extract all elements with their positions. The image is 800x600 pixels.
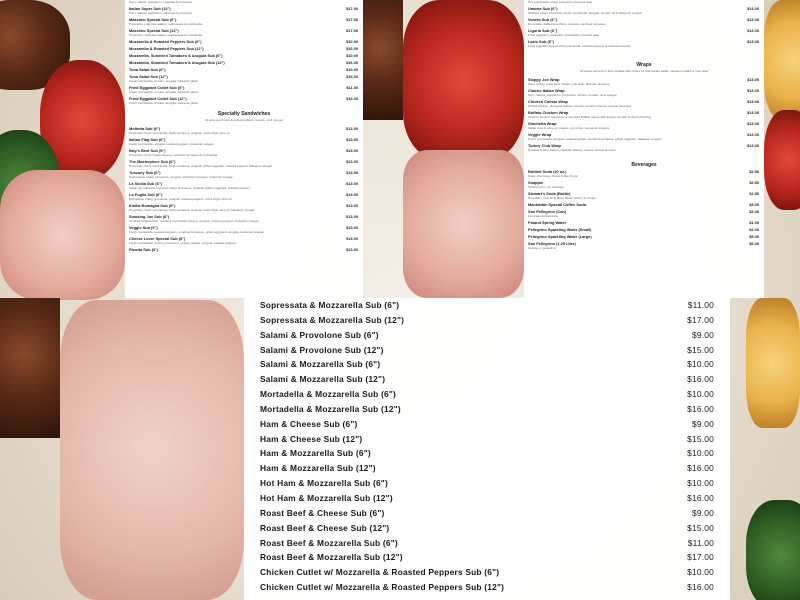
menu-item <box>524 202 764 207</box>
menu-item-description: Fresh mozzarella, roasted peppers, sundried tomatoes, grilled eggplant, arugula, balsamic vinegar <box>129 230 264 234</box>
menu-item-name: Lazio Sub (6") <box>528 39 555 44</box>
menu-item-name: Sloppy Joe Wrap <box>528 77 560 82</box>
menu-item-name: La Puglia Sub (6") <box>129 192 163 197</box>
menu-item-price: $15.00 <box>687 522 714 533</box>
menu-item-name: Stewart's Soda (Bottle) <box>528 191 571 196</box>
menu-item <box>524 191 764 200</box>
menu-item <box>125 192 363 201</box>
menu-item-price: $16.00 <box>687 582 714 593</box>
menu-item-price: $16.00 <box>687 492 714 503</box>
cheese-photo <box>764 0 800 120</box>
menu-item-price: $13.00 <box>346 159 358 164</box>
menu-item <box>125 46 363 51</box>
menu-item-price: $10.00 <box>687 567 714 578</box>
meat-photo-bottom <box>60 300 244 600</box>
menu-item-price: $17.00 <box>346 28 358 33</box>
menu-item-name: Salami & Provolone Sub (12") <box>260 344 384 355</box>
menu-item-name: Turkey Club Wrap <box>528 143 561 148</box>
menu-item-description: Fresh mozzarella, tomato, arugula, balsamic glaze <box>129 90 199 94</box>
menu-item-price: $2.00 <box>749 209 759 214</box>
menu-item-price: $10.00 <box>687 359 714 370</box>
menu-item-row <box>260 446 714 461</box>
menu-item <box>524 39 764 48</box>
menu-item-name: Chicken Cutlet w/ Mozzarella & Roasted Peppers Sub (6") <box>260 567 500 578</box>
menu-item <box>125 96 363 105</box>
menu-item-description: Root Beer, Diet Root Beer, Black Cherry & Cream <box>528 196 597 200</box>
menu-item-name: San Pellegrino (Can) <box>528 209 567 214</box>
menu-item <box>524 234 764 239</box>
menu-item-name: Roast Beef & Cheese Sub (12") <box>260 522 390 533</box>
menu-item-row <box>528 220 759 225</box>
menu-item <box>524 28 764 37</box>
menu-item-description: Limonata & Aranciata <box>528 214 558 218</box>
menu-item-description: Fresh mozzarella, tomato, arugula, balsamic glaze <box>129 101 199 105</box>
menu-item-name: Ham & Cheese Sub (12") <box>260 433 363 444</box>
menu-item-price: $13.00 <box>747 77 759 82</box>
menu-item-name: Veggie Sub (6") <box>129 225 158 230</box>
menu-item-description: Ham, salami, pepperoni, capicola & provolone <box>129 0 193 4</box>
menu-item-name: La Sicilia Sub (6") <box>129 181 162 186</box>
menu-item-price: $2.50 <box>749 169 759 174</box>
menu-item-name: Emilia Romagna Sub (6") <box>129 203 176 208</box>
menu-item-price: $17.00 <box>687 552 714 563</box>
menu-item-description: Orange or grapefruit <box>528 246 556 250</box>
menu-item-name: Mozzarella & Roasted Peppers Sub (6") <box>129 39 202 44</box>
menu-item <box>125 203 363 212</box>
menu-item-description: Prosciutto, fresh mozzarella, fresh tomatoes, arugula, extra virgin olive oil <box>129 131 230 135</box>
menu-item-description: Roasted turkey, bacon, cheddar cheese, lettuce, tomato & mayo <box>528 148 616 152</box>
menu-item-description: Prosciutto, fresh mozzarella, fresh tomatoes, arugula, grilled eggplant, roasted peppers balsamic vinegar <box>129 164 273 168</box>
menu-item <box>524 0 764 4</box>
wraps-note: All wraps served on flour tortillas with choice of side potato salad, macaroni salad or cole slaw <box>579 69 709 73</box>
menu-item-name: Ricotta Sub (6") <box>129 247 159 252</box>
menu-item-row <box>260 432 714 447</box>
menu-item-description: Fresh mozzarella, arugula, roasted peppers, balsamic vinegar <box>129 142 214 146</box>
menu-item-name: San Pellegrino (1.25 Liter) <box>528 241 576 246</box>
menu-item-row <box>260 402 714 417</box>
menu-item-name: Sopressata & Mozzarella Sub (12") <box>260 314 405 325</box>
menu-item-description: Choose from our selection <box>528 185 565 189</box>
meat-photo-middle <box>403 150 524 298</box>
beverages-title: Beverages <box>631 162 657 168</box>
menu-item-price: $17.00 <box>346 17 358 22</box>
menu-item <box>524 220 764 225</box>
menu-item-row <box>129 39 358 44</box>
menu-item-name: Roast Beef & Mozzarella Sub (6") <box>260 537 398 548</box>
menu-item-name: The Masterpiece Sub (6") <box>129 159 176 164</box>
menu-item-name: Tuscany Sub (6") <box>129 170 161 175</box>
menu-item <box>524 77 764 86</box>
menu-item-price: $2.50 <box>749 180 759 185</box>
menu-item-row <box>260 417 714 432</box>
menu-item-name: Smoking Joe Sub (6") <box>129 214 170 219</box>
menu-item-description: Fresh mozzarella, arugula, roasted pepper, sundried tomatoes, grilled eggplant, balsamic vinegar <box>528 137 661 141</box>
menu-item-description: Prosciutto, Italian tuna fillets, arugula, sundried tomatoes <box>528 22 606 26</box>
menu-item-price: $9.00 <box>692 418 714 429</box>
menu-item-description: Chicken cutlet, prosciutto, fresh mozzarella, arugula, tomato, oil & balsamic vinegar <box>528 11 643 15</box>
menu-item-description: Fresh mozzarella, tomato, arugula, balsamic glaze <box>129 79 199 83</box>
menu-panel-wraps-beverages <box>524 0 764 298</box>
menu-item-price: $11.00 <box>687 300 714 310</box>
menu-item <box>125 74 363 83</box>
menu-item-row <box>260 313 714 328</box>
menu-item <box>524 143 764 152</box>
menu-item <box>524 209 764 218</box>
menu-item <box>524 88 764 97</box>
menu-item-row <box>129 67 358 72</box>
menu-item <box>125 67 363 72</box>
menu-item-name: Pellegrino Sparkling Water (Large) <box>528 234 592 239</box>
menu-item-description: Coke, Diet Coke, Pepsi & Diet Pepsi <box>528 174 578 178</box>
menu-item-price: $10.00 <box>687 448 714 459</box>
menu-item-price: $10.00 <box>346 53 358 58</box>
menu-item-name: Mozzarella & Roasted Peppers Sub (12") <box>129 46 204 51</box>
menu-item-price: $16.00 <box>346 60 358 65</box>
menu-item-price: $9.00 <box>692 507 714 518</box>
menu-item-price: $13.00 <box>346 181 358 186</box>
menu-item-price: $13.00 <box>346 203 358 208</box>
menu-item <box>125 236 363 245</box>
menu-item-name: Poland Spring Water <box>528 220 567 225</box>
menu-item-row <box>528 227 759 232</box>
menu-item-row <box>260 328 714 343</box>
menu-item-description: Sopressata, sharp provolone, arugula, sundried tomatoes, balsamic vinegar <box>129 175 233 179</box>
menu-item-price: $3.00 <box>749 202 759 207</box>
menu-item-name: Ham & Mozzarella Sub (6") <box>260 448 371 459</box>
menu-item-price: $13.00 <box>747 132 759 137</box>
menu-item-name: Bottled Soda (20 oz.) <box>528 169 567 174</box>
menu-item-price: $13.00 <box>346 170 358 175</box>
menu-item-name: Buffalo Chicken Wrap <box>528 110 569 115</box>
menu-item-name: Sopressata & Mozzarella Sub (6") <box>260 300 400 310</box>
menu-item-price: $13.00 <box>747 28 759 33</box>
menu-item-row <box>129 53 358 58</box>
menu-item-name: Italy's Best Sub (6") <box>129 148 166 153</box>
menu-item-row <box>260 372 714 387</box>
menu-item-price: $15.00 <box>687 344 714 355</box>
menu-item-price: $10.00 <box>687 389 714 400</box>
menu-item-row <box>260 476 714 491</box>
menu-panel-subs <box>125 0 363 298</box>
menu-item <box>524 99 764 108</box>
menu-item-price: $17.00 <box>687 314 714 325</box>
menu-item-name: Roast Beef & Mozzarella Sub (12") <box>260 552 403 563</box>
wraps-title: Wraps <box>636 62 652 68</box>
menu-item-description: Ham, turkey, roast beef, Swiss, cole slaw, Russian dressing <box>528 82 610 86</box>
menu-item-price: $1.50 <box>749 220 759 225</box>
menu-item-price: $13.00 <box>346 137 358 142</box>
specialty-title: Specialty Sandwiches <box>217 111 271 117</box>
menu-item-name: Massimo Special Sub (12") <box>129 28 179 33</box>
menu-item-description: Hot sopressata, sharp provolone, broccoli rabe <box>528 0 593 4</box>
menu-item-price: $13.00 <box>747 110 759 115</box>
menu-item-price: $13.00 <box>346 192 358 197</box>
menu-item-row <box>129 60 358 65</box>
menu-item-price: $15.00 <box>687 433 714 444</box>
menu-panel-main <box>244 298 730 600</box>
menu-item-price: $13.00 <box>346 225 358 230</box>
menu-item-description: Prosciutto, capicola, salami, sopressata & mozzarella <box>129 22 203 26</box>
menu-item-row <box>260 387 714 402</box>
menu-item-price: $13.00 <box>346 214 358 219</box>
menu-item <box>125 214 363 223</box>
menu-item-name: Cheese Lover Special Sub (6") <box>129 236 186 241</box>
menu-item <box>125 6 363 15</box>
menu-item-name: Ham & Mozzarella Sub (12") <box>260 463 376 474</box>
menu-item-description: Italian tuna in olive oil, capers, red onion, tomato & romaine <box>528 126 610 130</box>
menu-item-name: Chicken Caesar Wrap <box>528 99 568 104</box>
meat-photo <box>0 170 125 300</box>
menu-item <box>524 6 764 15</box>
menu-item-description: Fresh mozzarella, fontina, provolone, yellow cheese, arugula, roasted peppers <box>129 241 237 245</box>
menu-item-price: $11.00 <box>687 537 714 548</box>
menu-item-name: Mozzarella, Sundried Tomatoes & Arugula Sub (6") <box>129 53 223 58</box>
menu-item-name: Italian Flag Sub (6") <box>129 137 166 142</box>
menu-item-price: $2.00 <box>749 227 759 232</box>
menu-item-price: $10.00 <box>687 478 714 489</box>
menu-item-name: Tuna Salad Sub (12") <box>129 74 168 79</box>
menu-item <box>524 17 764 26</box>
menu-item-price: $13.00 <box>346 148 358 153</box>
menu-item-name: Mozzarella, Sundried Tomatoes & Arugula Sub (12") <box>129 60 225 65</box>
menu-item-name: Moffetta Sub (6") <box>129 126 161 131</box>
menu-item <box>524 110 764 119</box>
menu-item-price: $13.00 <box>346 236 358 241</box>
menu-item <box>125 247 363 252</box>
menu-item <box>524 132 764 141</box>
menu-item-name: Umbria Sub (6") <box>528 6 558 11</box>
menu-item-row <box>260 343 714 358</box>
cheese-photo-bottom <box>746 298 800 428</box>
menu-item-price: $13.00 <box>747 99 759 104</box>
menu-item-description: Chicken tenders tossed in homemade Buffalo sauce with lettuce, tomato & ranch dressing <box>528 115 652 119</box>
menu-item <box>125 126 363 135</box>
menu-item <box>125 225 363 234</box>
menu-item-name: Fried Eggplant Cutlet Sub (6") <box>129 85 185 90</box>
menu-item-row <box>260 491 714 506</box>
menu-item-row <box>260 506 714 521</box>
menu-item-description: Ham, salami, pepperoni, provolone, lettuce, tomato, oil & vinegar <box>528 93 617 97</box>
menu-item-price: $13.00 <box>747 143 759 148</box>
menu-item-price: $13.00 <box>346 126 358 131</box>
menu-item-name: Giachetta Wrap <box>528 121 557 126</box>
menu-item-price: $16.00 <box>346 74 358 79</box>
menu-item-description: Prosciutto, capicola, salami, sopressata & mozzarella <box>129 33 203 37</box>
menu-item-price: $10.00 <box>346 39 358 44</box>
menu-item-description: Prosciutto, fresh mozzarella, fresh tomatoes, arugula, extra virgin olive oil, balsamic vinegar <box>129 208 255 212</box>
menu-item-name: Classic Italian Wrap <box>528 88 565 93</box>
menu-item <box>125 17 363 26</box>
menu-item-name: Veneto Sub (6") <box>528 17 557 22</box>
tomato-photo-middle <box>403 0 524 160</box>
menu-item-description: Italian dry capicola, imported sharp provolone, arugula, grilled eggplant, roasted peppers <box>129 186 251 190</box>
menu-item-price: $16.00 <box>687 403 714 414</box>
menu-item-name: Liguria Sub (6") <box>528 28 558 33</box>
menu-item-name: Veggie Wrap <box>528 132 552 137</box>
specialty-note: All subs are 6 inch & include lettuce, tomato, oil & vinegar <box>204 118 284 122</box>
menu-item-name: Fried Eggplant Cutlet Sub (12") <box>129 96 187 101</box>
menu-item-name: Salami & Mozzarella Sub (12") <box>260 374 386 385</box>
menu-item-price: $13.00 <box>747 17 759 22</box>
menu-item-name: Massimo Special Sub (6") <box>129 17 177 22</box>
menu-item-row <box>260 565 714 580</box>
menu-item <box>125 28 363 37</box>
menu-item-name: Salami & Provolone Sub (6") <box>260 329 379 340</box>
menu-item-description: Mortadella, sharp provolone, arugula, roasted peppers, extra virgin olive oil <box>129 197 232 201</box>
menu-item <box>524 227 764 232</box>
menu-item <box>524 241 764 250</box>
menu-item-name: Italian Super Sub (12") <box>129 6 171 11</box>
menu-item-name: Mortadella & Mozzarella Sub (6") <box>260 389 397 400</box>
menu-item-price: $2.50 <box>749 191 759 196</box>
menu-item <box>125 148 363 157</box>
menu-item-row <box>260 298 714 313</box>
menu-item-row <box>260 536 714 551</box>
menu-item <box>524 169 764 178</box>
menu-item <box>524 121 764 130</box>
menu-item <box>125 53 363 58</box>
menu-item <box>125 85 363 94</box>
menu-item-row <box>528 234 759 239</box>
menu-item-row <box>260 357 714 372</box>
menu-item <box>125 181 363 190</box>
menu-item-row <box>129 46 358 51</box>
menu-item-row <box>129 247 358 252</box>
menu-item <box>125 137 363 146</box>
menu-item-description: Prosciutto, fresh ricotta cheese, sundried tomatoes & mozzarella <box>129 153 218 157</box>
menu-item-row <box>260 580 714 595</box>
tomato-photo-right <box>764 110 800 210</box>
menu-item <box>125 0 363 4</box>
bread-photo-middle <box>363 0 403 120</box>
greens-photo-bottom <box>746 500 800 600</box>
menu-item-name: Snapple <box>528 180 544 185</box>
menu-item-price: $16.00 <box>687 374 714 385</box>
menu-item-price: $16.00 <box>687 463 714 474</box>
menu-item-name: Pellegrino Sparkling Water (Small) <box>528 227 592 232</box>
menu-item-row <box>260 461 714 476</box>
menu-item-name: Manhattan Special Coffee Soda <box>528 202 586 207</box>
menu-item-name: Salami & Mozzarella Sub (6") <box>260 359 381 370</box>
menu-item-price: $16.00 <box>346 96 358 101</box>
menu-item-row <box>260 550 714 565</box>
menu-item-name: Mortadella & Mozzarella Sub (12") <box>260 403 401 414</box>
bread-photo-bottom <box>0 298 60 438</box>
menu-item-description: Fried eggplant, prosciutto, mozzarella, broccoli rabe <box>528 33 600 37</box>
menu-item-name: Hot Ham & Mozzarella Sub (6") <box>260 478 388 489</box>
menu-item <box>125 60 363 65</box>
menu-item-row <box>528 202 759 207</box>
menu-item-description: Ham, salami, pepperoni, capicola & provolone <box>129 11 193 15</box>
main-item-list <box>244 298 730 595</box>
menu-item-row <box>260 521 714 536</box>
menu-item-price: $5.00 <box>749 234 759 239</box>
menu-item-price: $13.00 <box>747 88 759 93</box>
menu-item-description: Grilled chicken, Romaine lettuce, tomato, romano cheese, Caesar dressing <box>528 104 631 108</box>
menu-item-name: Ham & Cheese Sub (6") <box>260 418 358 429</box>
menu-item-price: $9.00 <box>692 329 714 340</box>
menu-item <box>125 159 363 168</box>
menu-item-description: Fried eggplant topped with mozzarella, roasted peppers & artichoke hearts <box>528 44 631 48</box>
menu-item-name: Hot Ham & Mozzarella Sub (12") <box>260 492 393 503</box>
menu-item-price: $13.00 <box>747 121 759 126</box>
menu-item <box>125 39 363 44</box>
menu-item-price: $13.00 <box>747 39 759 44</box>
menu-item-description: Smoked Virginia ham, smoked mozzarella cheese, arugula, roasted peppers, balsamic vinegar <box>129 219 259 223</box>
menu-item-price: $6.00 <box>749 241 759 246</box>
menu-item-price: $17.00 <box>346 6 358 11</box>
menu-item-price: $13.00 <box>346 247 358 252</box>
menu-item-price: $11.00 <box>346 85 358 90</box>
menu-item-price: $10.00 <box>346 67 358 72</box>
menu-item-name: Tuna Salad Sub (6") <box>129 67 166 72</box>
menu-item <box>125 170 363 179</box>
menu-item-name: Roast Beef & Cheese Sub (6") <box>260 507 385 518</box>
menu-item-name: Chicken Cutlet w/ Mozzarella & Roasted Peppers Sub (12") <box>260 582 505 593</box>
menu-item <box>524 180 764 189</box>
menu-item-price: $13.00 <box>747 6 759 11</box>
menu-item-price: $16.00 <box>346 46 358 51</box>
